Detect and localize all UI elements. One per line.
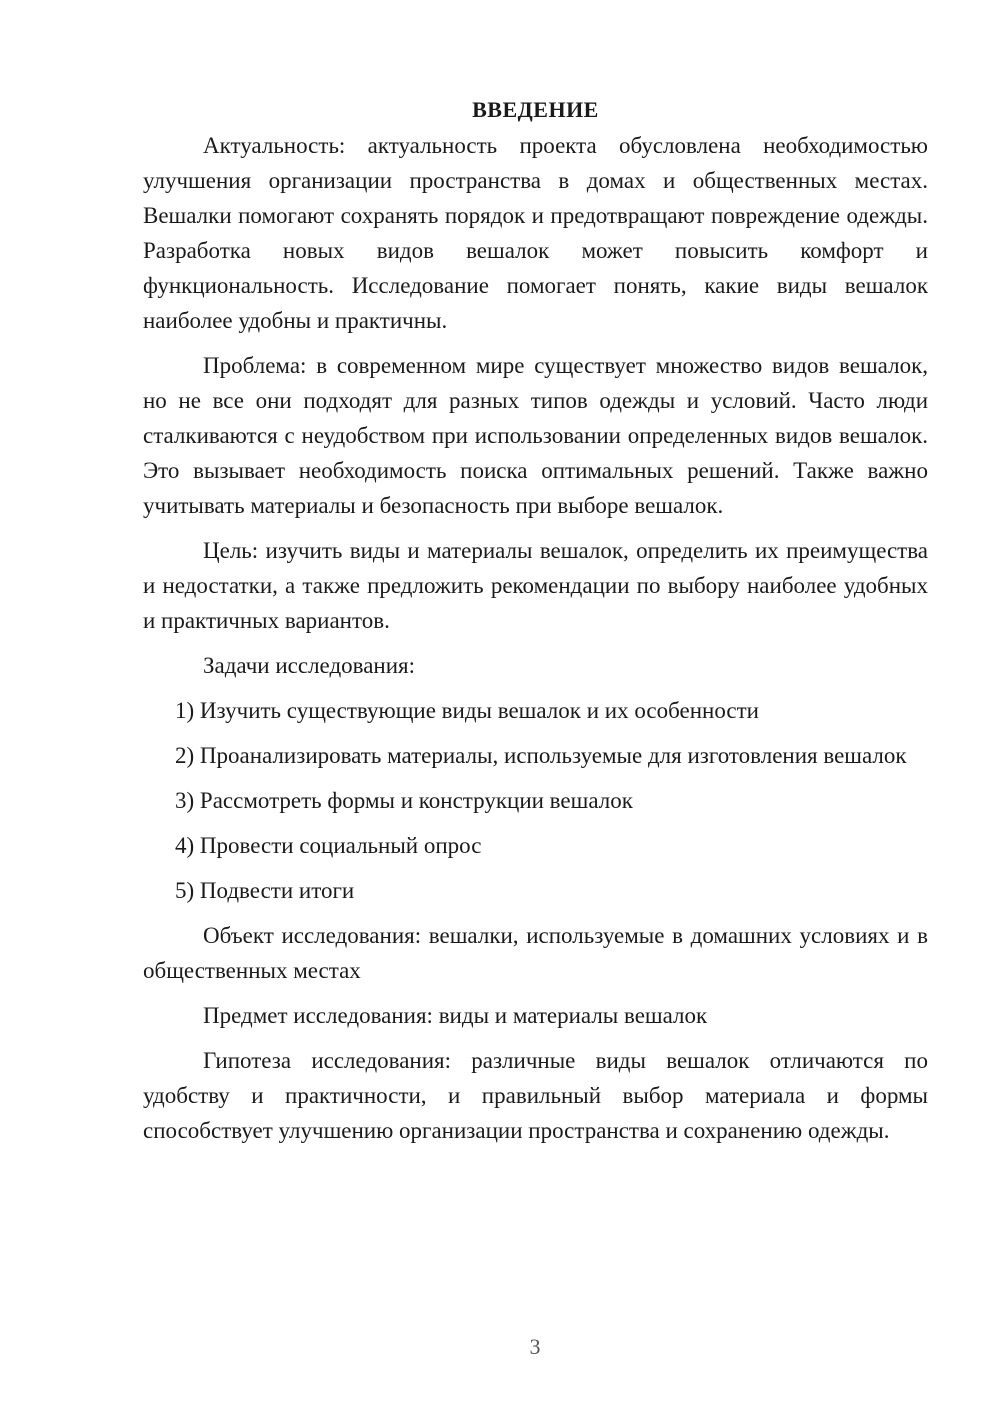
task-item-3: 3) Рассмотреть формы и конструкции вешалок xyxy=(175,788,633,813)
page-title: ВВЕДЕНИЕ xyxy=(472,97,599,122)
paragraph-problem: Проблема: в современном мире существует множество видов вешалок, но не все они подходят для разных типов одежды и условий. Часто люди сталкиваются с неудобством при использовании определенных видов вешалок. Это вызывает необходимость поиска оптимальных решений. Также важно учитывать материалы и безопасность при выборе вешалок. xyxy=(143,353,928,518)
task-item-4: 4) Провести социальный опрос xyxy=(175,833,482,858)
task-item-1: 1) Изучить существующие виды вешалок и их особенности xyxy=(175,698,759,723)
task-item-5: 5) Подвести итоги xyxy=(175,878,355,903)
paragraph-relevance: Актуальность: актуальность проекта обусловлена необходимостью улучшения организации пространства в домах и общественных местах. Вешалки помогают сохранять порядок и предотвращают повреждение одежды. Разработка новых видов вешалок может повысить комфорт и функциональность. Исследование помогает понять, какие виды вешалок наиболее удобны и практичны. xyxy=(143,133,928,333)
page-number: 3 xyxy=(529,1334,541,1359)
task-item-2: 2) Проанализировать материалы, используемые для изготовления вешалок xyxy=(175,743,907,768)
paragraph-goal: Цель: изучить виды и материалы вешалок, определить их преимущества и недостатки, а также предложить рекомендации по выбору наиболее удобных и практичных вариантов. xyxy=(143,538,928,633)
document-body xyxy=(143,92,928,1148)
tasks-title: Задачи исследования: xyxy=(203,653,416,678)
paragraph-object: Объект исследования: вешалки, используемые в домашних условиях и в общественных местах xyxy=(143,923,928,983)
paragraph-subject: Предмет исследования: виды и материалы вешалок xyxy=(203,1003,708,1028)
paragraph-hypothesis: Гипотеза исследования: различные виды вешалок отличаются по удобству и практичности, и правильный выбор материала и формы способствует улучшению организации пространства и сохранению одежды. xyxy=(143,1048,928,1143)
